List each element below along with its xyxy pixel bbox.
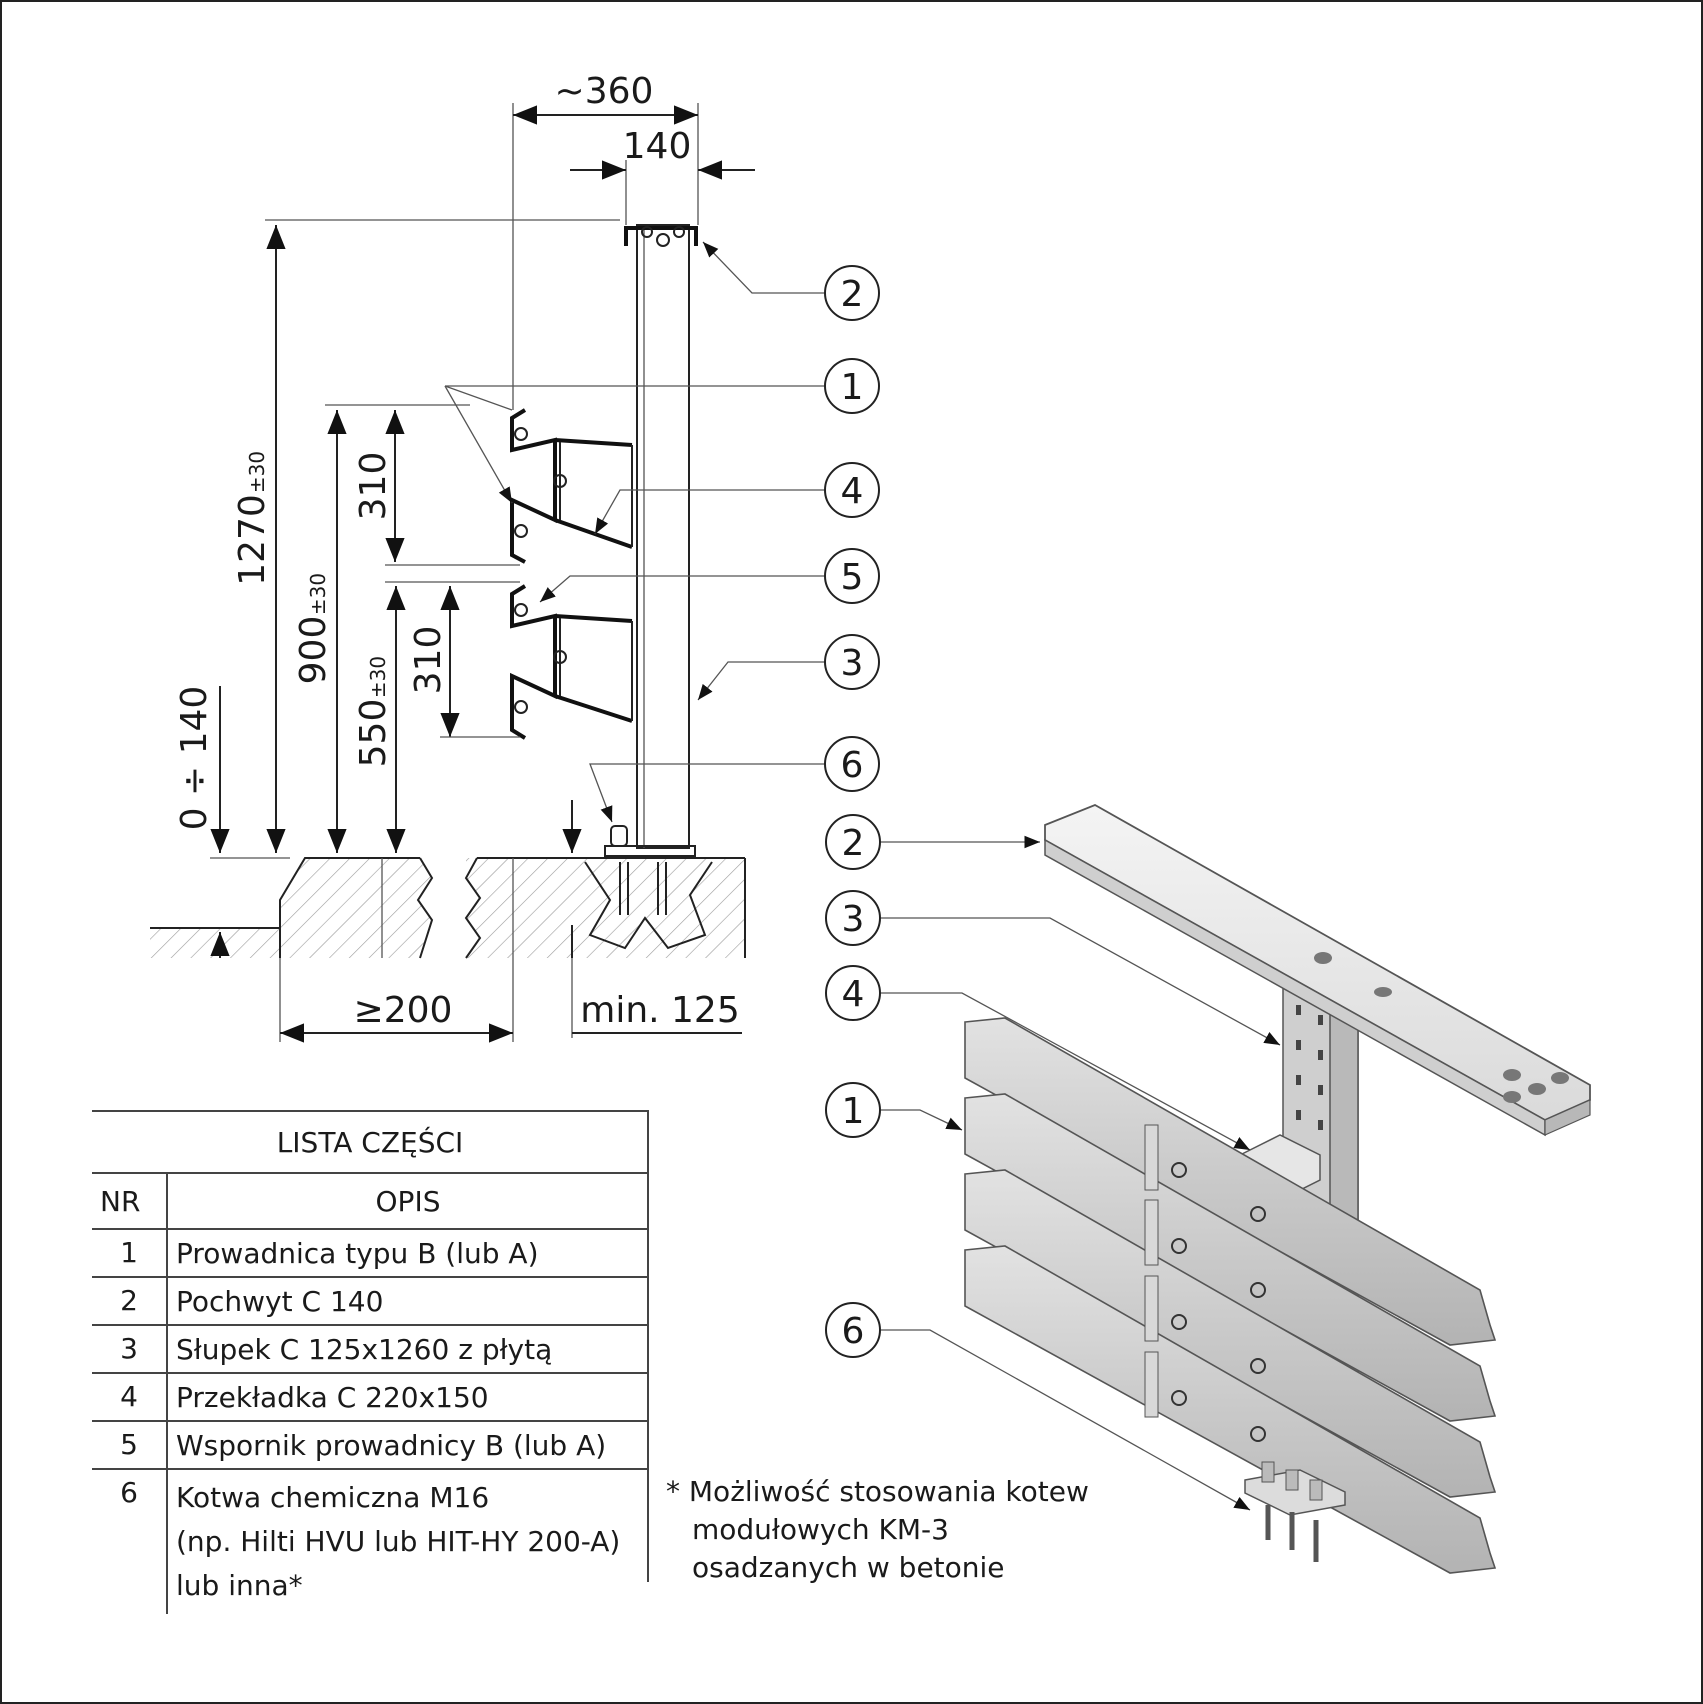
iso-callout-3: 3 (841, 899, 865, 940)
dim-rail-spacing-upper: 310 (353, 451, 394, 521)
item-nr: 1 (92, 1229, 167, 1277)
col-desc-header: OPIS (167, 1173, 648, 1229)
item-nr: 5 (92, 1421, 167, 1469)
callout-3: 3 (840, 643, 864, 684)
footnote-line: * Możliwość stosowania kotew (666, 1475, 1089, 1508)
item-nr: 3 (92, 1325, 167, 1373)
ground-section (150, 858, 745, 958)
col-nr-header: NR (92, 1173, 167, 1229)
table-row (92, 1469, 648, 1614)
iso-callout-6: 6 (841, 1311, 865, 1352)
callout-4: 4 (840, 471, 864, 512)
table-row (92, 1325, 648, 1373)
callout-2: 2 (840, 274, 864, 315)
dim-edge-min: min. 125 (580, 990, 740, 1031)
item-desc: Przekładka C 220x150 (167, 1373, 648, 1421)
callout-6: 6 (840, 745, 864, 786)
item-desc-line: lub inna* (176, 1569, 303, 1602)
parts-list-title: LISTA CZĘŚCI (92, 1111, 648, 1173)
item-nr: 2 (92, 1277, 167, 1325)
iso-callout-1: 1 (841, 1091, 865, 1132)
dim-height-total: 1270 (232, 494, 273, 586)
item-desc-line: (np. Hilti HVU lub HIT-HY 200-A) (176, 1525, 621, 1558)
iso-callout-4: 4 (841, 974, 865, 1015)
section-view (150, 71, 879, 1042)
dim-curb-height: 0 ÷ 140 (174, 685, 215, 831)
item-desc: Prowadnica typu B (lub A) (167, 1229, 648, 1277)
table-row (92, 1277, 648, 1325)
table-row (92, 1421, 648, 1469)
table-row (92, 1229, 648, 1277)
item-desc: Słupek C 125x1260 z płytą (167, 1325, 648, 1373)
item-desc: Wspornik prowadnicy B (lub A) (167, 1421, 648, 1469)
footnote-line: modułowych KM-3 (692, 1513, 949, 1546)
dim-width-total: ~360 (554, 71, 654, 112)
table-row (92, 1373, 648, 1421)
parts-list-table (92, 1110, 648, 1614)
isometric-view (826, 805, 1590, 1573)
dim-height-upper-tol: ±30 (306, 572, 330, 616)
table-right-border (647, 1110, 649, 1582)
footnote (666, 1473, 1126, 1587)
upper-rail (512, 410, 632, 562)
item-desc: Pochwyt C 140 (167, 1277, 648, 1325)
dim-setback: ≥200 (353, 990, 453, 1031)
item-desc-line: Kotwa chemiczna M16 (176, 1481, 490, 1514)
footnote-line: osadzanych w betonie (692, 1551, 1005, 1584)
dim-height-upper: 900 (293, 615, 334, 685)
item-desc (167, 1469, 648, 1614)
callout-5: 5 (840, 557, 864, 598)
iso-callout-2: 2 (841, 823, 865, 864)
dim-width-c: 140 (622, 126, 692, 167)
item-nr: 6 (92, 1469, 167, 1614)
dim-height-total-tol: ±30 (245, 450, 269, 494)
callout-1: 1 (840, 367, 864, 408)
dim-height-lower: 550 (353, 698, 394, 768)
lower-rail (512, 586, 632, 738)
item-nr: 4 (92, 1373, 167, 1421)
dim-height-lower-tol: ±30 (366, 655, 390, 699)
dim-rail-spacing-lower: 310 (408, 625, 449, 695)
